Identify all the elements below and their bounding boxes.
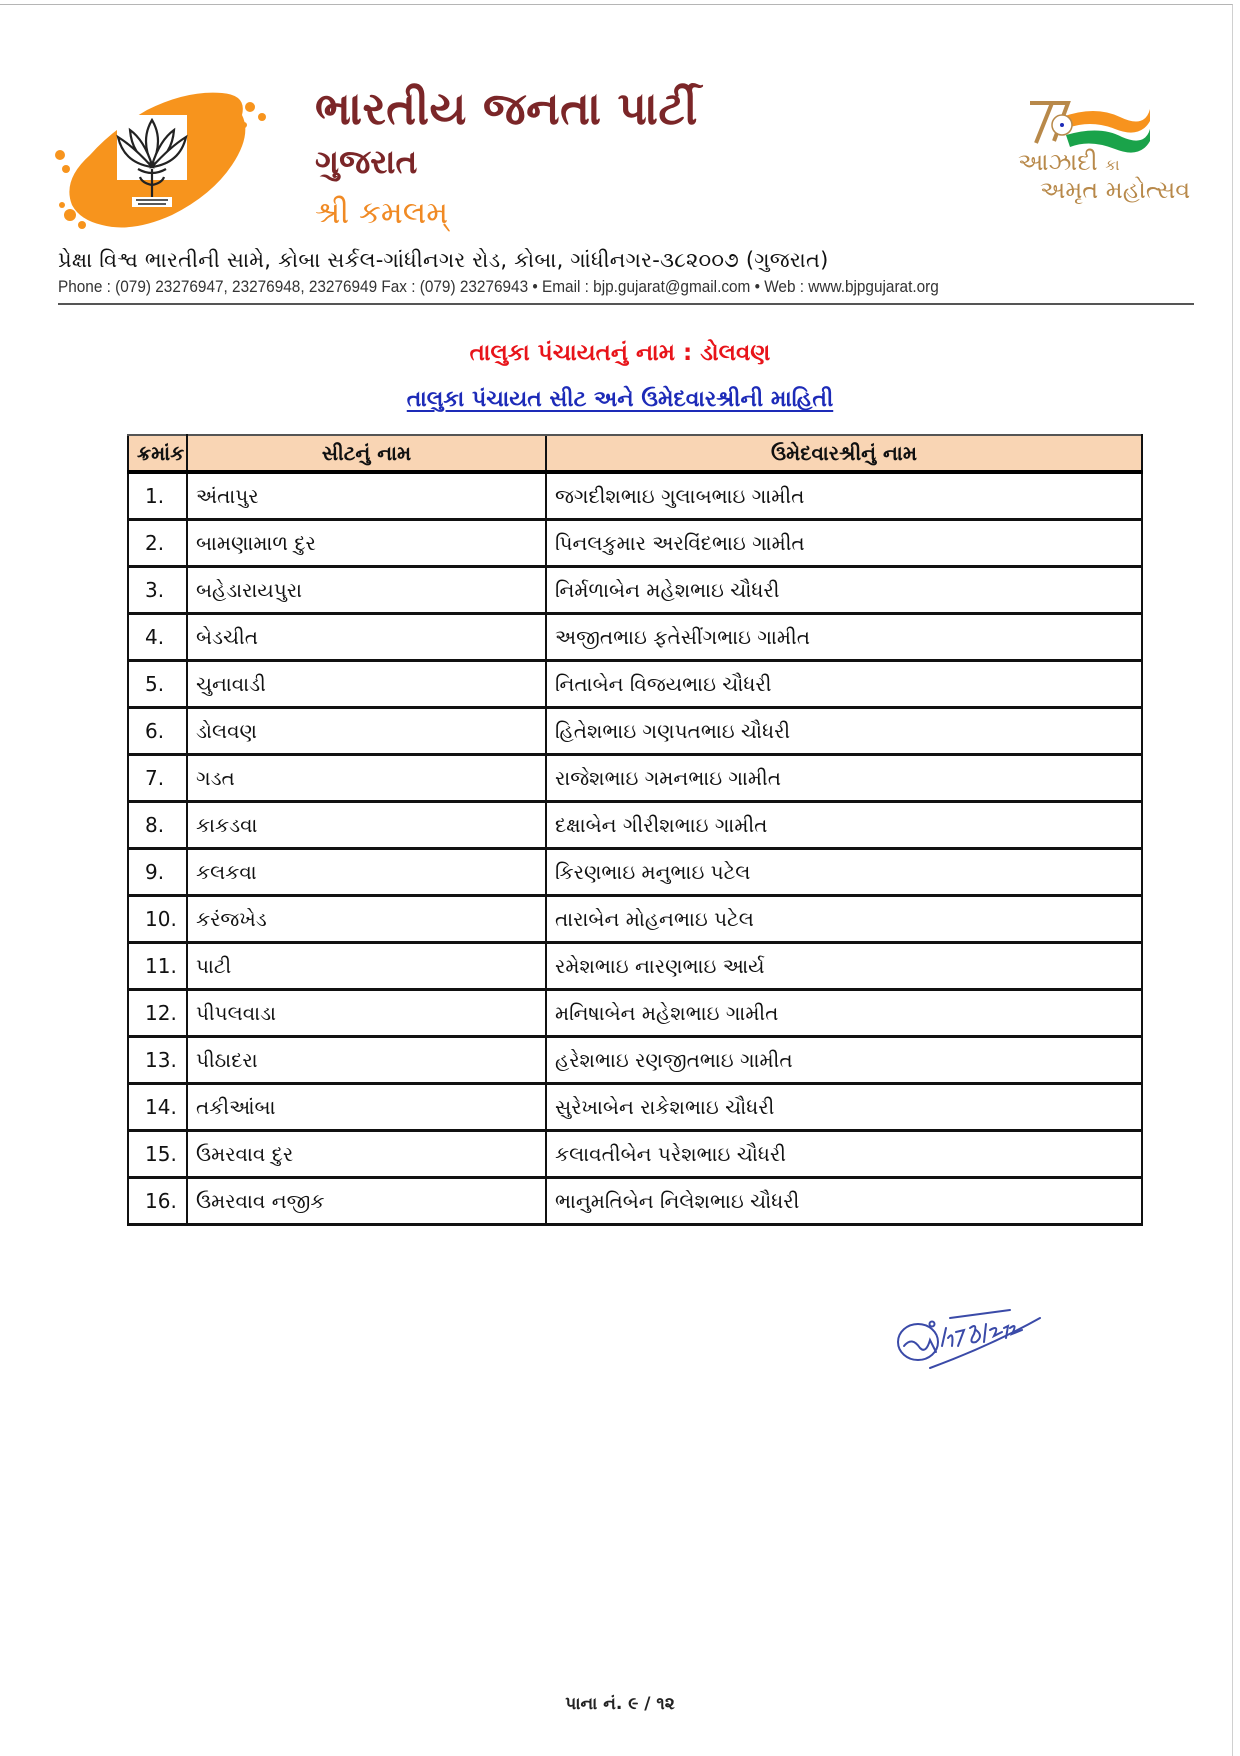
table-row (128, 472, 1142, 520)
cell-candidate-name: તારાબેન મોહનભાઇ પટેલ (546, 896, 1142, 943)
cell-candidate-name: હરેશભાઇ રણજીતભાઇ ગામીત (546, 1037, 1142, 1084)
cell-candidate-name: કિરણભાઇ મનુભાઇ પટેલ (546, 849, 1142, 896)
table-row (128, 896, 1142, 943)
cell-serial: 12. (128, 990, 187, 1037)
table-row (128, 1131, 1142, 1178)
table-subtitle-text: તાલુકા પંચાયત સીટ અને ઉમેદવારશ્રીની માહિતી (406, 387, 834, 412)
cell-serial: 2. (128, 520, 187, 567)
table-row (128, 520, 1142, 567)
table-row (128, 1037, 1142, 1084)
cell-serial: 7. (128, 755, 187, 802)
cell-serial: 16. (128, 1178, 187, 1225)
cell-seat-name: અંતાપુર (187, 472, 546, 520)
office-address: પ્રેક્ષા વિશ્વ ભારતીની સામે, કોબા સર્કલ-ગાંધીનગર રોડ, કોબા, ગાંધીનગર-૩૮૨૦૦૭ (ગુજરાત) (58, 248, 829, 272)
cell-serial: 10. (128, 896, 187, 943)
org-state: ગુજરાત (315, 142, 418, 181)
taluka-title: તાલુકા પંચાયતનું નામ : ડોલવણ (469, 340, 771, 366)
table-row (128, 990, 1142, 1037)
cell-seat-name: ડોલવણ (187, 708, 546, 755)
letterhead-divider (58, 303, 1194, 305)
contact-details: Phone : (079) 23276947, 23276948, 23276949 Fax : (079) 23276943 • Email : bjp.gujarat@gmail.com • Web : www.bjpgujarat.org (58, 278, 939, 296)
cell-seat-name: કલકવા (187, 849, 546, 896)
lotus-icon (52, 85, 282, 235)
cell-candidate-name: રમેશભાઇ નારણભાઇ આર્ય (546, 943, 1142, 990)
cell-serial: 11. (128, 943, 187, 990)
table-row (128, 1084, 1142, 1131)
table-row (128, 614, 1142, 661)
azadi-ka-text: કા (1105, 156, 1120, 174)
org-name: ભારતીય જનતા પાર્ટી (315, 82, 698, 135)
page-number: પાના નં. ૯ / ૧૨ (565, 1694, 675, 1714)
cell-candidate-name: રાજેશભાઇ ગમનભાઇ ગામીત (546, 755, 1142, 802)
cell-serial: 6. (128, 708, 187, 755)
table-row (128, 1178, 1142, 1225)
cell-serial: 13. (128, 1037, 187, 1084)
cell-seat-name: ચુનાવાડી (187, 661, 546, 708)
cell-candidate-name: સુરેખાબેન રાકેશભાઇ ચૌધરી (546, 1084, 1142, 1131)
azadi-text: આઝાદી (1018, 148, 1098, 176)
table-header-row (128, 435, 1142, 472)
cell-serial: 9. (128, 849, 187, 896)
cell-candidate-name: હિતેશભાઇ ગણપતભાઇ ચૌધરી (546, 708, 1142, 755)
cell-serial: 3. (128, 567, 187, 614)
cell-candidate-name: નિતાબેન વિજયભાઇ ચૌધરી (546, 661, 1142, 708)
handwritten-signature-icon (890, 1290, 1060, 1375)
cell-serial: 1. (128, 472, 187, 520)
cell-serial: 5. (128, 661, 187, 708)
cell-candidate-name: અજીતભાઇ ફતેસીંગભાઇ ગામીત (546, 614, 1142, 661)
cell-seat-name: કરંજખેડ (187, 896, 546, 943)
cell-candidate-name: ભાનુમતિબેન નિલેશભાઇ ચૌધરી (546, 1178, 1142, 1225)
cell-seat-name: પીઠાદરા (187, 1037, 546, 1084)
candidate-table (127, 434, 1143, 1226)
header-candidate: ઉમેદવારશ્રીનું નામ (546, 435, 1142, 472)
cell-seat-name: પાટી (187, 943, 546, 990)
table-row (128, 943, 1142, 990)
azadi-line1 (1018, 148, 1120, 176)
table-subtitle (0, 387, 1240, 412)
cell-seat-name: તકીઆંબા (187, 1084, 546, 1131)
header-seat: સીટનું નામ (187, 435, 546, 472)
table-row (128, 661, 1142, 708)
cell-candidate-name: દક્ષાબેન ગીરીશભાઇ ગામીત (546, 802, 1142, 849)
cell-candidate-name: જગદીશભાઇ ગુલાબભાઇ ગામીત (546, 472, 1142, 520)
cell-seat-name: ઉમરવાવ દુર (187, 1131, 546, 1178)
cell-seat-name: બહેડારાયપુરા (187, 567, 546, 614)
cell-seat-name: ગડત (187, 755, 546, 802)
cell-seat-name: પીપલવાડા (187, 990, 546, 1037)
cell-serial: 4. (128, 614, 187, 661)
table-row (128, 755, 1142, 802)
cell-candidate-name: કલાવતીબેન પરેશભાઇ ચૌધરી (546, 1131, 1142, 1178)
table-row (128, 708, 1142, 755)
cell-candidate-name: નિર્મળાબેન મહેશભાઇ ચૌધરી (546, 567, 1142, 614)
table-row (128, 567, 1142, 614)
cell-serial: 8. (128, 802, 187, 849)
flag-saffron-band (1062, 109, 1150, 133)
cell-candidate-name: પિનલકુમાર અરવિંદભાઇ ગામીત (546, 520, 1142, 567)
table-row (128, 802, 1142, 849)
cell-serial: 15. (128, 1131, 187, 1178)
cell-seat-name: ઉમરવાવ નજીક (187, 1178, 546, 1225)
cell-candidate-name: મનિષાબેન મહેશભાઇ ગામીત (546, 990, 1142, 1037)
org-office: શ્રી કમલમ્ (315, 195, 449, 231)
cell-seat-name: બેડચીત (187, 614, 546, 661)
header-serial: ક્રમાંક (128, 435, 187, 472)
cell-seat-name: કાકડવા (187, 802, 546, 849)
amrit-mahotsav-text: અમૃત મહોત્સવ (1040, 176, 1191, 204)
cell-serial: 14. (128, 1084, 187, 1131)
cell-seat-name: બામણામાળ દુર (187, 520, 546, 567)
table-row (128, 849, 1142, 896)
